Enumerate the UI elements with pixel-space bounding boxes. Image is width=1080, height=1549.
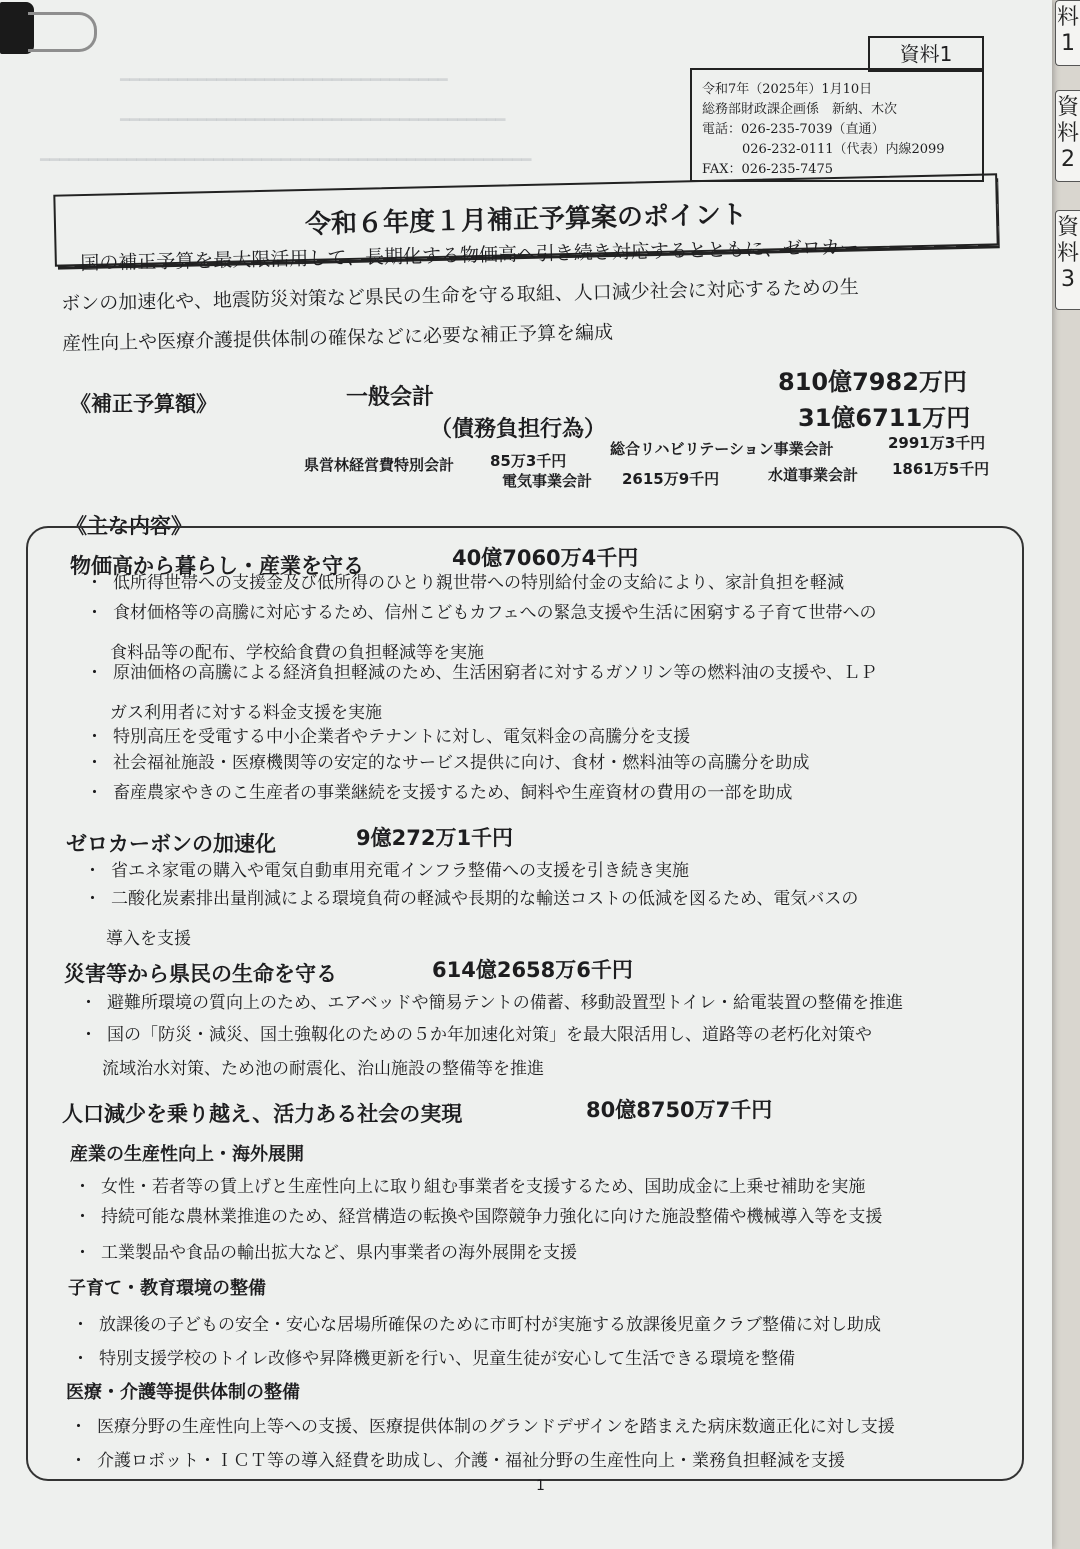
list-item: ・ 低所得世帯への支援金及び低所得のひとり親世帯への特別給付金の支給により、家計負担を軽減 bbox=[86, 568, 844, 593]
list-item: ・ 介護ロボット・ＩＣＴ等の導入経費を助成し、介護・福祉分野の生産性向上・業務負担軽減を支援 bbox=[70, 1446, 845, 1471]
intro-line: 国の補正予算を最大限活用して、長期化する物価高へ引き続き対応するとともに、ゼロカー bbox=[80, 236, 860, 275]
section-title: ゼロカーボンの加速化 bbox=[66, 832, 276, 856]
list-item: ・ 持続可能な農林業推進のため、経営構造の転換や国際競争力強化に向けた施設整備や機械導入等を支援 bbox=[74, 1202, 882, 1227]
special-account-label: 総合リハビリテーション事業会計 bbox=[610, 440, 834, 458]
contact-fax: FAX：026-235-7475 bbox=[702, 162, 834, 177]
list-item-continuation: 食料品等の配布、学校給食費の負担軽減等を実施 bbox=[110, 643, 484, 663]
bleed-through-text: ━━━━━━━━━━━━━━━━━━━━━━━━━━━━━━━━━━━━━━━━━━━━━━━━━━━ bbox=[40, 150, 532, 169]
contact-date: 令和7年（2025年）1月10日 bbox=[702, 82, 873, 97]
special-account-amount: 2991万3千円 bbox=[888, 434, 986, 452]
list-item-continuation: 流域治水対策、ため池の耐震化、治山施設の整備等を推進 bbox=[102, 1059, 544, 1079]
side-tab[interactable]: 資 料 2 bbox=[1055, 90, 1080, 182]
list-item: ・ 食材価格等の高騰に対応するため、信州こどもカフェへの緊急支援や生活に困窮する子育て世帯への bbox=[86, 598, 876, 623]
contact-info-box bbox=[690, 68, 984, 182]
special-account-label: 電気事業会計 bbox=[502, 472, 593, 490]
list-item: ・ 避難所環境の質向上のため、エアベッドや簡易テントの備蓄、移動設置型トイレ・給電装置の整備を推進 bbox=[80, 988, 903, 1013]
list-item: ・ 省エネ家電の購入や電気自動車用充電インフラ整備への支援を引き続き実施 bbox=[84, 856, 689, 881]
list-item: ・ 特別高圧を受電する中小企業者やテナントに対し、電気料金の高騰分を支援 bbox=[86, 722, 690, 747]
page-title: 令和６年度１月補正予算案のポイント bbox=[53, 173, 998, 266]
list-item: ・ 社会福祉施設・医療機関等の安定的なサービス提供に向け、食材・燃料油等の高騰分を助成 bbox=[86, 748, 809, 773]
contact-tel-direct: 電話：026-235-7039（直通） bbox=[702, 122, 885, 137]
budget-heading: 《補正予算額》 bbox=[70, 392, 217, 416]
list-item: ・ 女性・若者等の賃上げと生産性向上に取り組む事業者を支援するため、国助成金に上乗せ補助を実施 bbox=[74, 1172, 865, 1197]
list-item-continuation: 導入を支援 bbox=[106, 929, 191, 949]
special-account-label: 県営林経営費特別会計 bbox=[304, 456, 455, 474]
page-number: 1 bbox=[536, 1478, 545, 1494]
intro-paragraph bbox=[60, 224, 1002, 364]
general-account-amount: 810億7982万円 bbox=[778, 368, 967, 396]
subsection-title: 産業の生産性向上・海外展開 bbox=[70, 1144, 304, 1165]
special-account-label: 水道事業会計 bbox=[768, 466, 859, 484]
contact-tel-main: 026-232-0111（代表）内線2099 bbox=[742, 142, 945, 157]
document-label: 資料1 bbox=[868, 36, 984, 72]
binder-clip-icon bbox=[0, 0, 100, 62]
list-item-continuation: ガス利用者に対する料金支援を実施 bbox=[110, 703, 382, 723]
list-item: ・ 国の「防災・減災、国土強靱化のための５か年加速化対策」を最大限活用し、道路等の老朽化対策や bbox=[80, 1020, 872, 1045]
section-amount: 614億2658万6千円 bbox=[432, 958, 633, 982]
side-tab[interactable]: 料 1 bbox=[1055, 0, 1080, 66]
list-item: ・ 二酸化炭素排出量削減による環境負荷の軽減や長期的な輸送コストの低減を図るため、電気バスの bbox=[84, 884, 858, 909]
list-item: ・ 特別支援学校のトイレ改修や昇降機更新を行い、児童生徒が安心して生活できる環境を整備 bbox=[72, 1344, 795, 1369]
subsection-title: 子育て・教育環境の整備 bbox=[68, 1278, 266, 1299]
section-amount: 9億272万1千円 bbox=[356, 826, 514, 850]
special-account-amount: 1861万5千円 bbox=[892, 460, 990, 478]
list-item: ・ 工業製品や食品の輸出拡大など、県内事業者の海外展開を支援 bbox=[74, 1238, 577, 1263]
bleed-through-text: ━━━━━━━━━━━━━━━━━━━━━━━━━━━━━━━━━━ bbox=[120, 70, 448, 89]
section-title: 災害等から県民の生命を守る bbox=[64, 962, 337, 986]
list-item: ・ 畜産農家やきのこ生産者の事業継続を支援するため、飼料や生産資材の費用の一部を助成 bbox=[86, 778, 792, 803]
section-title: 人口減少を乗り越え、活力ある社会の実現 bbox=[62, 1102, 463, 1126]
list-item: ・ 原油価格の高騰による経済負担軽減のため、生活困窮者に対するガソリン等の燃料油の支援や、ＬＰ bbox=[86, 658, 877, 683]
section-amount: 40億7060万4千円 bbox=[452, 546, 639, 570]
special-account-amount: 2615万9千円 bbox=[622, 470, 720, 488]
special-account-amount: 85万3千円 bbox=[490, 452, 567, 470]
contact-department: 総務部財政課企画係 新納、木次 bbox=[702, 102, 898, 117]
main-content-heading: 《主な内容》 bbox=[66, 514, 192, 538]
bleed-through-text: ━━━━━━━━━━━━━━━━━━━━━━━━━━━━━━━━━━━━━━━━ bbox=[120, 110, 506, 129]
intro-line: ボンの加速化や、地震防災対策など県民の生命を守る取組、人口減少社会に対応するための生 bbox=[61, 276, 859, 315]
section-title: 物価高から暮らし・産業を守る bbox=[70, 554, 364, 578]
side-tab[interactable]: 資 料 3 bbox=[1055, 210, 1080, 310]
intro-line: 産性向上や医療介護提供体制の確保などに必要な補正予算を編成 bbox=[61, 321, 614, 355]
debt-burden-label: （債務負担行為） bbox=[430, 417, 607, 442]
subsection-title: 医療・介護等提供体制の整備 bbox=[66, 1382, 300, 1403]
general-account-label: 一般会計 bbox=[346, 385, 435, 410]
debt-burden-amount: 31億6711万円 bbox=[798, 404, 971, 432]
list-item: ・ 医療分野の生産性向上等への支援、医療提供体制のグランドデザインを踏まえた病床数適正化に対し支援 bbox=[70, 1412, 895, 1437]
section-amount: 80億8750万7千円 bbox=[586, 1098, 773, 1122]
list-item: ・ 放課後の子どもの安全・安心な居場所確保のために市町村が実施する放課後児童クラブ整備に対し助成 bbox=[72, 1310, 881, 1335]
